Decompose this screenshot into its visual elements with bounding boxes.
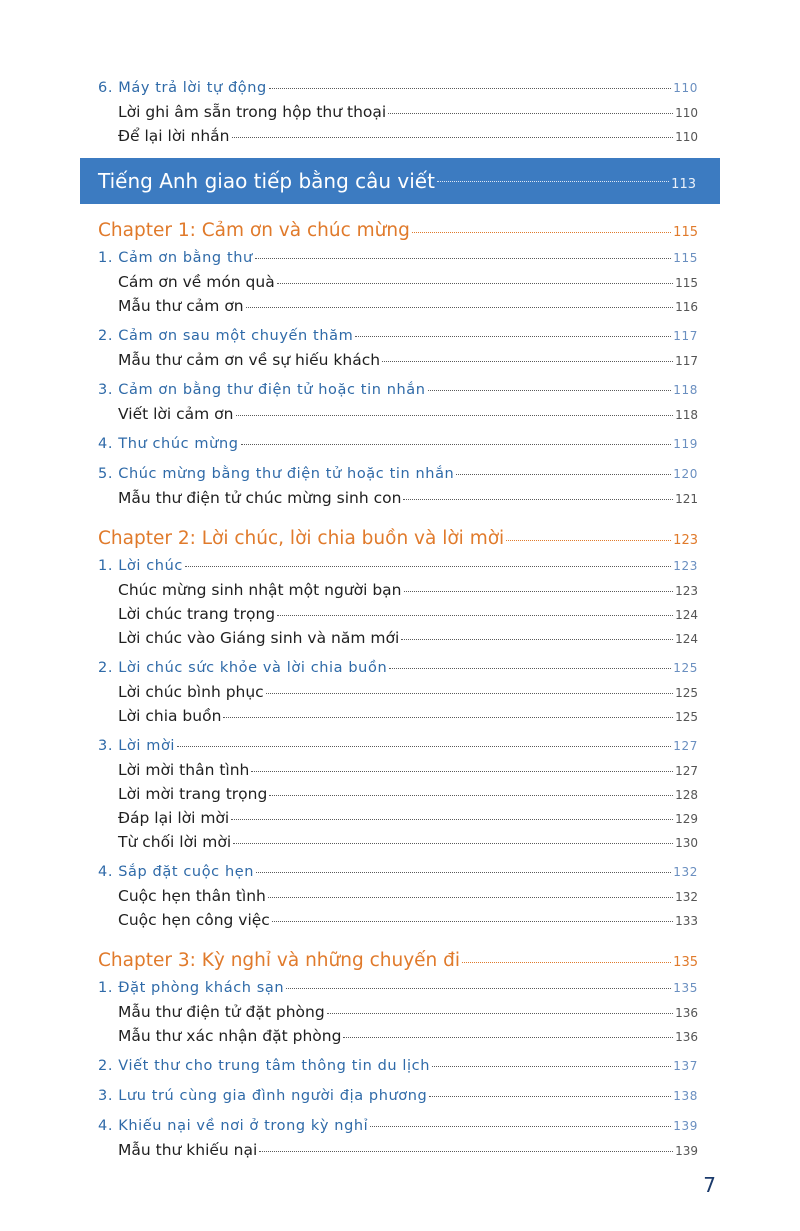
section-entry-label: 1. Cảm ơn bằng thư bbox=[98, 250, 253, 266]
subsection-entry-page: 125 bbox=[675, 710, 698, 724]
chapter-heading bbox=[80, 946, 720, 976]
section-entry-page: 110 bbox=[673, 81, 698, 95]
subsection-entry-page: 124 bbox=[675, 608, 698, 622]
section-entry-label: 3. Lưu trú cùng gia đình người địa phương bbox=[98, 1088, 428, 1104]
subsection-entry bbox=[80, 348, 720, 372]
subsection-entry-label: Đáp lại lời mời bbox=[118, 809, 230, 827]
section-entry bbox=[80, 1084, 720, 1108]
subsection-entry-page: 139 bbox=[675, 1144, 698, 1158]
section-entry-label: 2. Cảm ơn sau một chuyến thăm bbox=[98, 328, 354, 344]
dot-leader bbox=[236, 414, 674, 416]
subsection-entry-label: Lời ghi âm sẵn trong hộp thư thoại bbox=[118, 103, 387, 121]
chapter-heading-label: Chapter 3: Kỳ nghỉ và những chuyến đi bbox=[98, 950, 461, 971]
subsection-entry-label: Lời chúc bình phục bbox=[118, 683, 264, 701]
subsection-entry bbox=[80, 1138, 720, 1162]
dot-leader bbox=[185, 565, 671, 567]
section-entry bbox=[80, 976, 720, 1000]
subsection-entry-page: 133 bbox=[675, 914, 698, 928]
subsection-entry-page: 129 bbox=[675, 812, 698, 826]
section-entry bbox=[80, 378, 720, 402]
section-entry-page: 137 bbox=[673, 1059, 698, 1073]
subsection-entry-page: 127 bbox=[675, 764, 698, 778]
dot-leader bbox=[462, 961, 671, 963]
table-of-contents bbox=[80, 76, 720, 1162]
dot-leader bbox=[401, 638, 673, 640]
subsection-entry-page: 110 bbox=[675, 106, 698, 120]
dot-leader bbox=[251, 770, 673, 772]
dot-leader bbox=[232, 136, 674, 138]
section-entry-label: 4. Thư chúc mừng bbox=[98, 436, 239, 452]
subsection-entry bbox=[80, 782, 720, 806]
dot-leader bbox=[269, 794, 673, 796]
subsection-entry bbox=[80, 908, 720, 932]
section-entry-label: 1. Đặt phòng khách sạn bbox=[98, 980, 285, 996]
dot-leader bbox=[437, 180, 669, 182]
page-number: 7 bbox=[703, 1173, 716, 1197]
section-entry-label: 2. Viết thư cho trung tâm thông tin du lịch bbox=[98, 1058, 431, 1074]
section-entry-page: 118 bbox=[673, 383, 698, 397]
dot-leader bbox=[286, 987, 671, 989]
dot-leader bbox=[223, 716, 673, 718]
subsection-entry-label: Từ chối lời mời bbox=[118, 833, 232, 851]
dot-leader bbox=[256, 871, 671, 873]
subsection-entry-label: Viết lời cảm ơn bbox=[118, 405, 234, 423]
section-entry-label: 5. Chúc mừng bằng thư điện tử hoặc tin nhắn bbox=[98, 466, 455, 482]
subsection-entry bbox=[80, 1000, 720, 1024]
subsection-entry-page: 110 bbox=[675, 130, 698, 144]
subsection-entry-page: 117 bbox=[675, 354, 698, 368]
subsection-entry bbox=[80, 806, 720, 830]
dot-leader bbox=[277, 282, 673, 284]
subsection-entry-page: 130 bbox=[675, 836, 698, 850]
subsection-entry-page: 136 bbox=[675, 1030, 698, 1044]
section-entry-page: 139 bbox=[673, 1119, 698, 1133]
subsection-entry bbox=[80, 294, 720, 318]
subsection-entry-page: 128 bbox=[675, 788, 698, 802]
section-entry bbox=[80, 432, 720, 456]
chapter-heading-page: 115 bbox=[673, 225, 698, 240]
section-entry-label: 4. Khiếu nại về nơi ở trong kỳ nghỉ bbox=[98, 1118, 369, 1134]
subsection-entry-page: 121 bbox=[675, 492, 698, 506]
subsection-entry-label: Mẫu thư điện tử chúc mừng sinh con bbox=[118, 489, 402, 507]
dot-leader bbox=[404, 590, 674, 592]
dot-leader bbox=[272, 920, 673, 922]
part-heading bbox=[80, 158, 720, 204]
subsection-entry-page: 125 bbox=[675, 686, 698, 700]
section-entry-label: 6. Máy trả lời tự động bbox=[98, 80, 267, 96]
dot-leader bbox=[327, 1012, 673, 1014]
subsection-entry bbox=[80, 1024, 720, 1048]
subsection-entry-label: Mẫu thư xác nhận đặt phòng bbox=[118, 1027, 342, 1045]
section-entry bbox=[80, 656, 720, 680]
section-entry-page: 132 bbox=[673, 865, 698, 879]
section-entry bbox=[80, 1054, 720, 1078]
subsection-entry-label: Lời mời thân tình bbox=[118, 761, 250, 779]
dot-leader bbox=[388, 112, 673, 114]
dot-leader bbox=[429, 1095, 671, 1097]
chapter-heading bbox=[80, 216, 720, 246]
section-entry-page: 117 bbox=[673, 329, 698, 343]
dot-leader bbox=[432, 1065, 671, 1067]
subsection-entry bbox=[80, 100, 720, 124]
subsection-entry bbox=[80, 602, 720, 626]
section-entry bbox=[80, 462, 720, 486]
subsection-entry-label: Lời chúc vào Giáng sinh và năm mới bbox=[118, 629, 400, 647]
section-entry-label: 1. Lời chúc bbox=[98, 558, 183, 574]
section-entry-page: 125 bbox=[673, 661, 698, 675]
dot-leader bbox=[456, 473, 671, 475]
dot-leader bbox=[277, 614, 673, 616]
dot-leader bbox=[233, 842, 673, 844]
subsection-entry-label: Lời chia buồn bbox=[118, 707, 222, 725]
subsection-entry bbox=[80, 270, 720, 294]
section-entry bbox=[80, 860, 720, 884]
subsection-entry-label: Lời mời trang trọng bbox=[118, 785, 268, 803]
chapter-heading bbox=[80, 524, 720, 554]
subsection-entry bbox=[80, 578, 720, 602]
subsection-entry-label: Chúc mừng sinh nhật một người bạn bbox=[118, 581, 402, 599]
section-entry-label: 3. Lời mời bbox=[98, 738, 176, 754]
dot-leader bbox=[266, 692, 673, 694]
section-entry-page: 119 bbox=[673, 437, 698, 451]
section-entry bbox=[80, 734, 720, 758]
dot-leader bbox=[382, 360, 673, 362]
subsection-entry bbox=[80, 884, 720, 908]
chapter-heading-page: 135 bbox=[673, 955, 698, 970]
subsection-entry-label: Mẫu thư cảm ơn bbox=[118, 297, 244, 315]
section-entry bbox=[80, 324, 720, 348]
section-entry-page: 120 bbox=[673, 467, 698, 481]
section-entry bbox=[80, 76, 720, 100]
dot-leader bbox=[370, 1125, 671, 1127]
dot-leader bbox=[355, 335, 671, 337]
section-entry-page: 135 bbox=[673, 981, 698, 995]
subsection-entry-page: 124 bbox=[675, 632, 698, 646]
section-entry-page: 123 bbox=[673, 559, 698, 573]
subsection-entry-page: 123 bbox=[675, 584, 698, 598]
dot-leader bbox=[177, 745, 671, 747]
chapter-heading-page: 123 bbox=[673, 533, 698, 548]
subsection-entry-page: 116 bbox=[675, 300, 698, 314]
subsection-entry-label: Cuộc hẹn công việc bbox=[118, 911, 270, 929]
dot-leader bbox=[268, 896, 673, 898]
subsection-entry bbox=[80, 830, 720, 854]
subsection-entry-label: Để lại lời nhắn bbox=[118, 127, 230, 145]
subsection-entry bbox=[80, 680, 720, 704]
subsection-entry-page: 118 bbox=[675, 408, 698, 422]
subsection-entry bbox=[80, 626, 720, 650]
part-heading-label: Tiếng Anh giao tiếp bằng câu viết bbox=[98, 169, 435, 193]
section-entry bbox=[80, 246, 720, 270]
dot-leader bbox=[412, 231, 671, 233]
subsection-entry-page: 136 bbox=[675, 1006, 698, 1020]
chapter-heading-label: Chapter 1: Cảm ơn và chúc mừng bbox=[98, 220, 410, 241]
section-entry-label: 2. Lời chúc sức khỏe và lời chia buồn bbox=[98, 660, 388, 676]
subsection-entry bbox=[80, 486, 720, 510]
section-entry bbox=[80, 554, 720, 578]
part-heading-page: 113 bbox=[671, 177, 696, 192]
dot-leader bbox=[269, 87, 671, 89]
section-entry-page: 127 bbox=[673, 739, 698, 753]
dot-leader bbox=[241, 443, 672, 445]
section-entry bbox=[80, 1114, 720, 1138]
section-entry-page: 115 bbox=[673, 251, 698, 265]
dot-leader bbox=[403, 498, 673, 500]
dot-leader bbox=[428, 389, 672, 391]
dot-leader bbox=[246, 306, 673, 308]
dot-leader bbox=[506, 539, 671, 541]
section-entry-label: 4. Sắp đặt cuộc hẹn bbox=[98, 864, 255, 880]
subsection-entry bbox=[80, 704, 720, 728]
dot-leader bbox=[259, 1150, 673, 1152]
subsection-entry-label: Lời chúc trang trọng bbox=[118, 605, 276, 623]
subsection-entry-label: Cuộc hẹn thân tình bbox=[118, 887, 266, 905]
dot-leader bbox=[389, 667, 671, 669]
subsection-entry-page: 115 bbox=[675, 276, 698, 290]
section-entry-page: 138 bbox=[673, 1089, 698, 1103]
subsection-entry bbox=[80, 124, 720, 148]
dot-leader bbox=[343, 1036, 673, 1038]
subsection-entry bbox=[80, 758, 720, 782]
subsection-entry-label: Mẫu thư cảm ơn về sự hiếu khách bbox=[118, 351, 381, 369]
chapter-heading-label: Chapter 2: Lời chúc, lời chia buồn và lời mời bbox=[98, 528, 505, 549]
subsection-entry-label: Cám ơn về món quà bbox=[118, 273, 275, 291]
dot-leader bbox=[231, 818, 673, 820]
subsection-entry-label: Mẫu thư khiếu nại bbox=[118, 1141, 258, 1159]
dot-leader bbox=[255, 257, 671, 259]
subsection-entry-page: 132 bbox=[675, 890, 698, 904]
section-entry-label: 3. Cảm ơn bằng thư điện tử hoặc tin nhắn bbox=[98, 382, 426, 398]
subsection-entry bbox=[80, 402, 720, 426]
subsection-entry-label: Mẫu thư điện tử đặt phòng bbox=[118, 1003, 325, 1021]
